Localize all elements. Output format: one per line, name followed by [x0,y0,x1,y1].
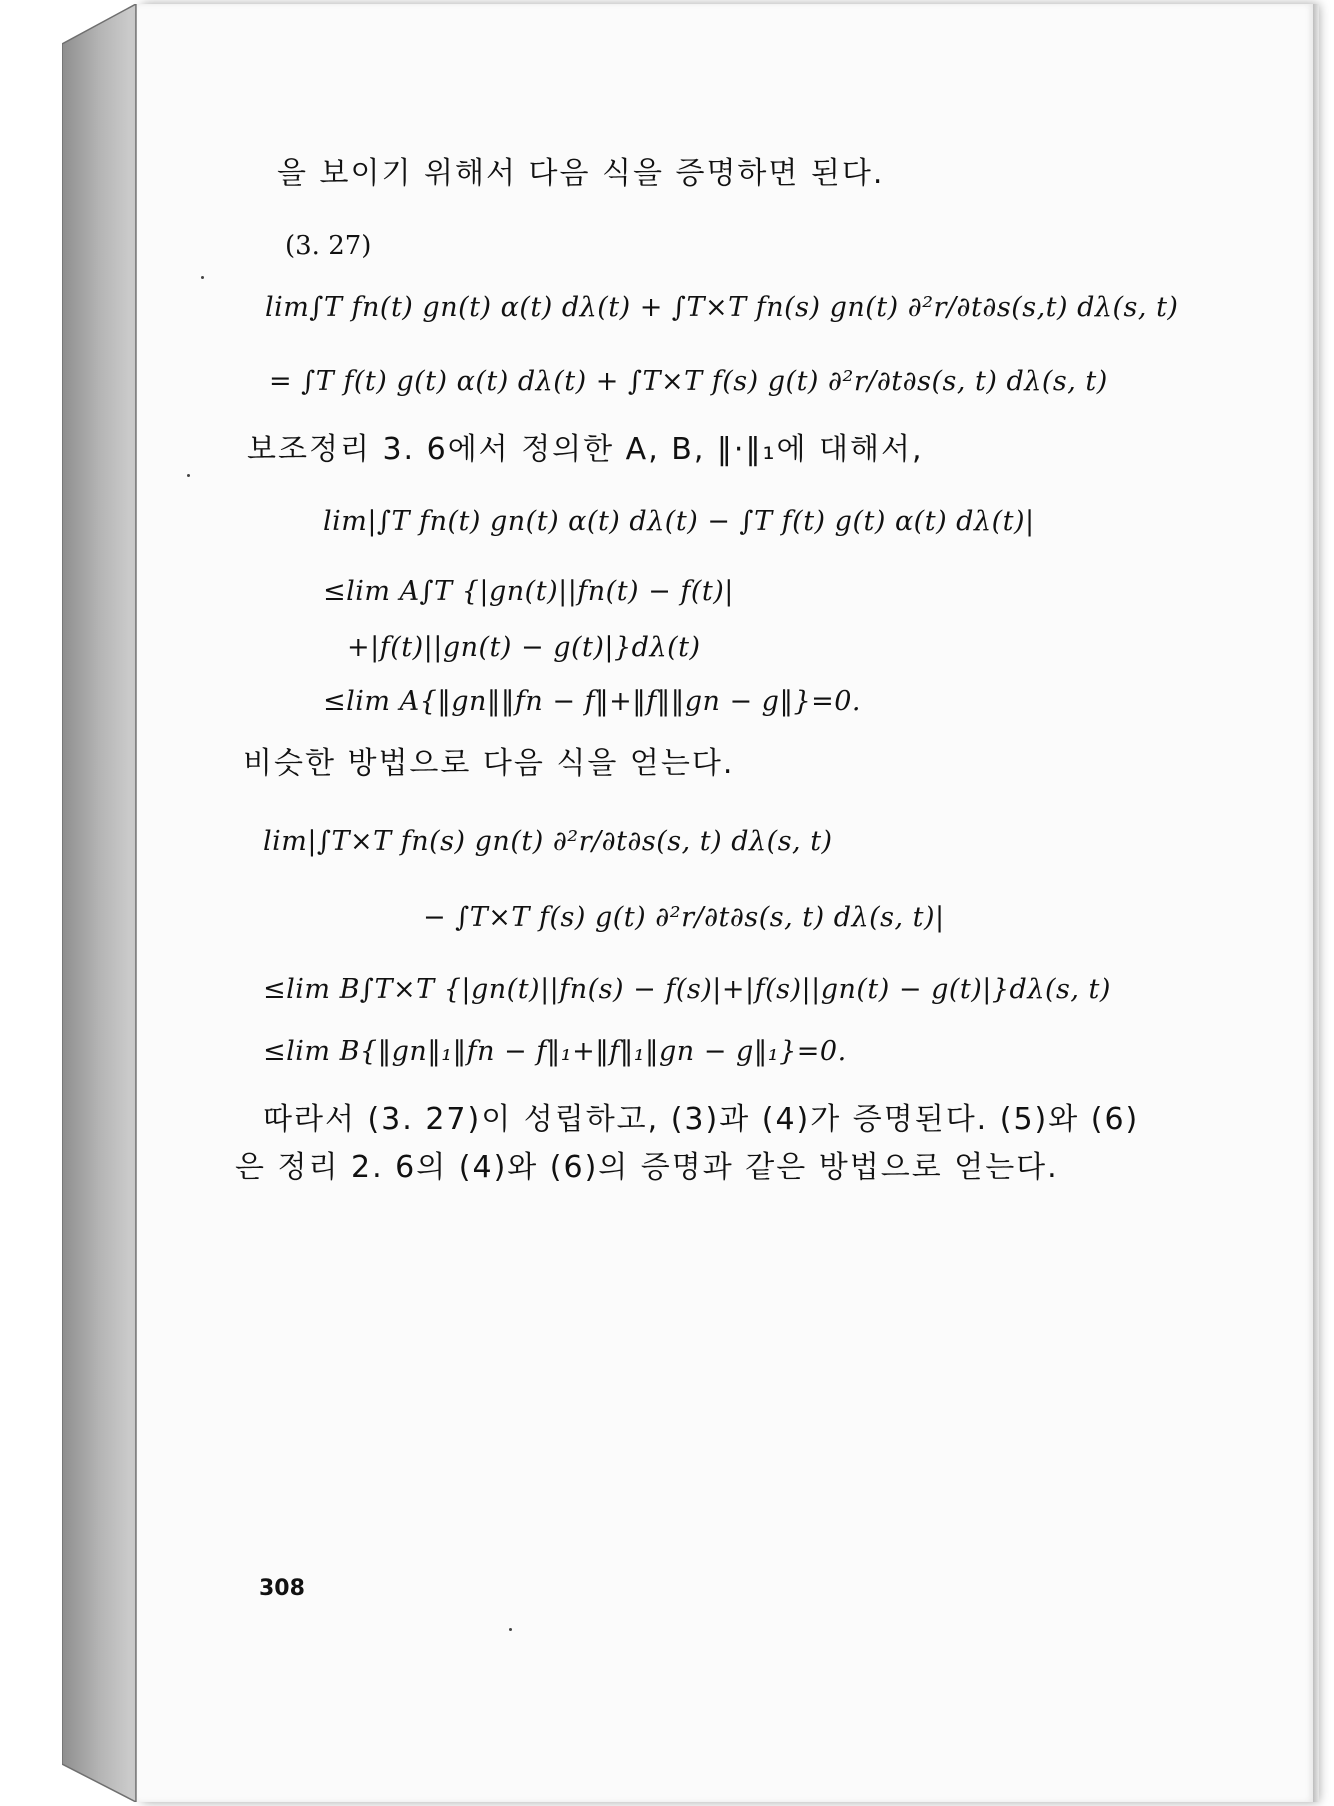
conclusion-line-2: 은 정리 2. 6의 (4)와 (6)의 증명과 같은 방법으로 얻는다. [235,1150,1059,1185]
page-number: 308 [259,1576,305,1601]
similar-text: 비슷한 방법으로 다음 식을 얻는다. [243,746,735,781]
equation-3-line-3: ≤lim B∫T×T {|gn(t)||fn(s) − f(s)|+|f(s)||gn(t) − g(t)|}dλ(s, t) [263,974,1111,1005]
equation-2-line-1: lim|∫T fn(t) gn(t) α(t) dλ(t) − ∫T f(t) g(t) α(t) dλ(t)| [323,506,1035,537]
book-page [136,4,1313,1802]
equation-3-line-2: − ∫T×T f(s) g(t) ∂²r/∂t∂s(s, t) dλ(s, t)| [423,902,945,933]
lemma-text: 보조정리 3. 6에서 정의한 A, B, ‖·‖₁에 대해서, [247,432,924,467]
equation-3-line-1: lim|∫T×T fn(s) gn(t) ∂²r/∂t∂s(s, t) dλ(s, t) [263,826,833,857]
speck [509,1628,512,1631]
speck [201,276,204,279]
equation-2-line-3: +|f(t)||gn(t) − g(t)|}dλ(t) [347,632,701,663]
intro-text: 을 보이기 위해서 다음 식을 증명하면 된다. [277,156,885,191]
equation-2-line-2: ≤lim A∫T {|gn(t)||fn(t) − f(t)| [323,576,734,607]
book-spine [62,4,138,1802]
equation-2-line-4: ≤lim A{‖gn‖‖fn − f‖+‖f‖‖gn − g‖}=0. [323,686,862,717]
speck [187,474,190,477]
equation-1-line-1: lim∫T fn(t) gn(t) α(t) dλ(t) + ∫T×T fn(s) gn(t) ∂²r/∂t∂s(s,t) dλ(s, t) [265,292,1179,323]
equation-3-line-4: ≤lim B{‖gn‖₁‖fn − f‖₁+‖f‖₁‖gn − g‖₁}=0. [263,1036,847,1067]
conclusion-line-1: 따라서 (3. 27)이 성립하고, (3)과 (4)가 증명된다. (5)와 (6) [263,1102,1140,1137]
equation-1-line-2: = ∫T f(t) g(t) α(t) dλ(t) + ∫T×T f(s) g(t) ∂²r/∂t∂s(s, t) dλ(s, t) [269,366,1108,397]
page-content [137,4,1313,1802]
equation-label: (3. 27) [285,231,372,261]
